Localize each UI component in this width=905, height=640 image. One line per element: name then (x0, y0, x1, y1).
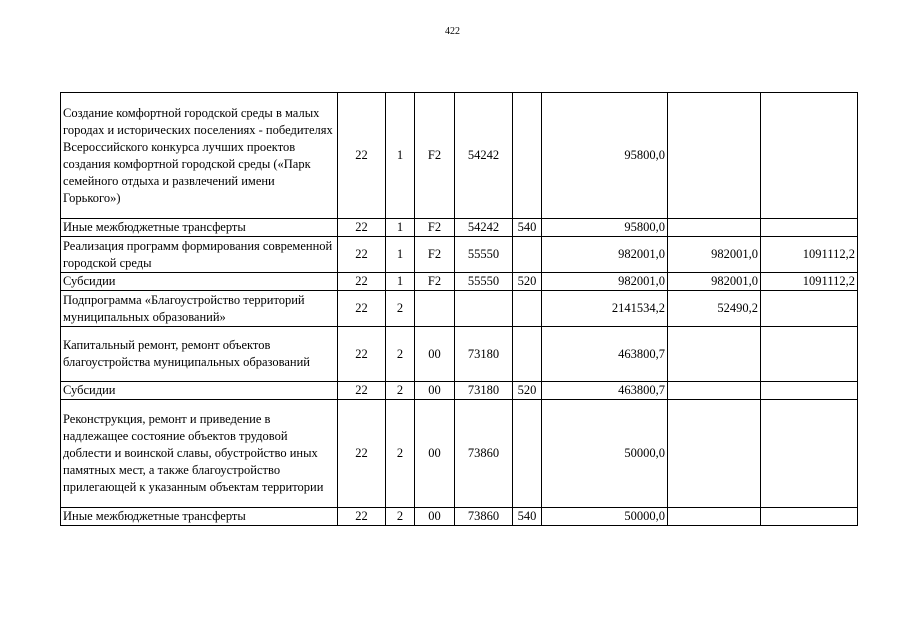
cell-direction: 73180 (455, 327, 513, 382)
cell-project: F2 (415, 219, 455, 237)
cell-direction: 73180 (455, 382, 513, 400)
cell-ministry: 22 (338, 400, 386, 508)
row-name: Реконструкция, ремонт и приведение в надлежащее состояние объектов трудовой доблести и воинской славы, обустройство иных памятных мест, а также благоустройство прилегающей к указанным объектам территории (61, 400, 338, 508)
cell-project (415, 291, 455, 327)
cell-amount-2: 52490,2 (668, 291, 761, 327)
table-row (61, 237, 858, 273)
cell-amount-3 (761, 400, 858, 508)
cell-project: F2 (415, 93, 455, 219)
cell-direction: 55550 (455, 237, 513, 273)
cell-amount-1: 982001,0 (542, 237, 668, 273)
cell-amount-3: 1091112,2 (761, 237, 858, 273)
cell-direction: 54242 (455, 93, 513, 219)
cell-amount-1: 463800,7 (542, 327, 668, 382)
row-name: Субсидии (61, 382, 338, 400)
cell-direction: 54242 (455, 219, 513, 237)
row-name: Иные межбюджетные трансферты (61, 219, 338, 237)
cell-expense-type: 520 (513, 382, 542, 400)
cell-project: F2 (415, 237, 455, 273)
cell-ministry: 22 (338, 508, 386, 526)
cell-amount-2 (668, 400, 761, 508)
cell-expense-type (513, 237, 542, 273)
row-name: Иные межбюджетные трансферты (61, 508, 338, 526)
cell-project: 00 (415, 508, 455, 526)
cell-amount-2 (668, 327, 761, 382)
cell-amount-3 (761, 93, 858, 219)
cell-amount-3 (761, 327, 858, 382)
cell-direction (455, 291, 513, 327)
cell-subprogram: 1 (386, 273, 415, 291)
table-row (61, 382, 858, 400)
cell-amount-1: 463800,7 (542, 382, 668, 400)
cell-project: 00 (415, 400, 455, 508)
cell-subprogram: 1 (386, 237, 415, 273)
cell-amount-1: 50000,0 (542, 400, 668, 508)
cell-expense-type (513, 400, 542, 508)
cell-expense-type (513, 93, 542, 219)
cell-subprogram: 1 (386, 93, 415, 219)
cell-ministry: 22 (338, 273, 386, 291)
table-row (61, 508, 858, 526)
cell-ministry: 22 (338, 93, 386, 219)
cell-ministry: 22 (338, 382, 386, 400)
row-name: Капитальный ремонт, ремонт объектов благоустройства муниципальных образований (61, 327, 338, 382)
cell-subprogram: 2 (386, 400, 415, 508)
cell-amount-1: 95800,0 (542, 93, 668, 219)
cell-amount-2: 982001,0 (668, 237, 761, 273)
table-body (61, 93, 858, 526)
table-row (61, 219, 858, 237)
cell-ministry: 22 (338, 237, 386, 273)
cell-subprogram: 2 (386, 382, 415, 400)
cell-amount-3 (761, 382, 858, 400)
cell-project: 00 (415, 382, 455, 400)
cell-amount-3: 1091112,2 (761, 273, 858, 291)
table-row (61, 273, 858, 291)
cell-ministry: 22 (338, 291, 386, 327)
cell-amount-1: 50000,0 (542, 508, 668, 526)
cell-amount-2 (668, 382, 761, 400)
cell-expense-type: 540 (513, 219, 542, 237)
cell-project: 00 (415, 327, 455, 382)
cell-expense-type: 540 (513, 508, 542, 526)
cell-amount-1: 2141534,2 (542, 291, 668, 327)
cell-amount-3 (761, 219, 858, 237)
cell-expense-type (513, 327, 542, 382)
table-row (61, 291, 858, 327)
cell-subprogram: 1 (386, 219, 415, 237)
budget-table (60, 92, 858, 526)
cell-amount-2: 982001,0 (668, 273, 761, 291)
cell-amount-1: 95800,0 (542, 219, 668, 237)
row-name: Создание комфортной городской среды в малых городах и исторических поселениях - победителях Всероссийского конкурса лучших проектов создания комфортной городской среды («Парк семейного отдыха и развлечений имени Горького») (61, 93, 338, 219)
cell-direction: 55550 (455, 273, 513, 291)
cell-expense-type (513, 291, 542, 327)
cell-expense-type: 520 (513, 273, 542, 291)
cell-subprogram: 2 (386, 327, 415, 382)
cell-ministry: 22 (338, 219, 386, 237)
cell-amount-2 (668, 93, 761, 219)
cell-amount-3 (761, 291, 858, 327)
row-name: Реализация программ формирования современной городской среды (61, 237, 338, 273)
table-row (61, 400, 858, 508)
cell-amount-2 (668, 219, 761, 237)
cell-subprogram: 2 (386, 291, 415, 327)
page-number: 422 (445, 26, 460, 37)
table-row (61, 93, 858, 219)
cell-project: F2 (415, 273, 455, 291)
row-name: Субсидии (61, 273, 338, 291)
cell-direction: 73860 (455, 400, 513, 508)
cell-direction: 73860 (455, 508, 513, 526)
table-row (61, 327, 858, 382)
cell-amount-2 (668, 508, 761, 526)
cell-ministry: 22 (338, 327, 386, 382)
cell-amount-1: 982001,0 (542, 273, 668, 291)
cell-amount-3 (761, 508, 858, 526)
cell-subprogram: 2 (386, 508, 415, 526)
row-name: Подпрограмма «Благоустройство территорий муниципальных образований» (61, 291, 338, 327)
